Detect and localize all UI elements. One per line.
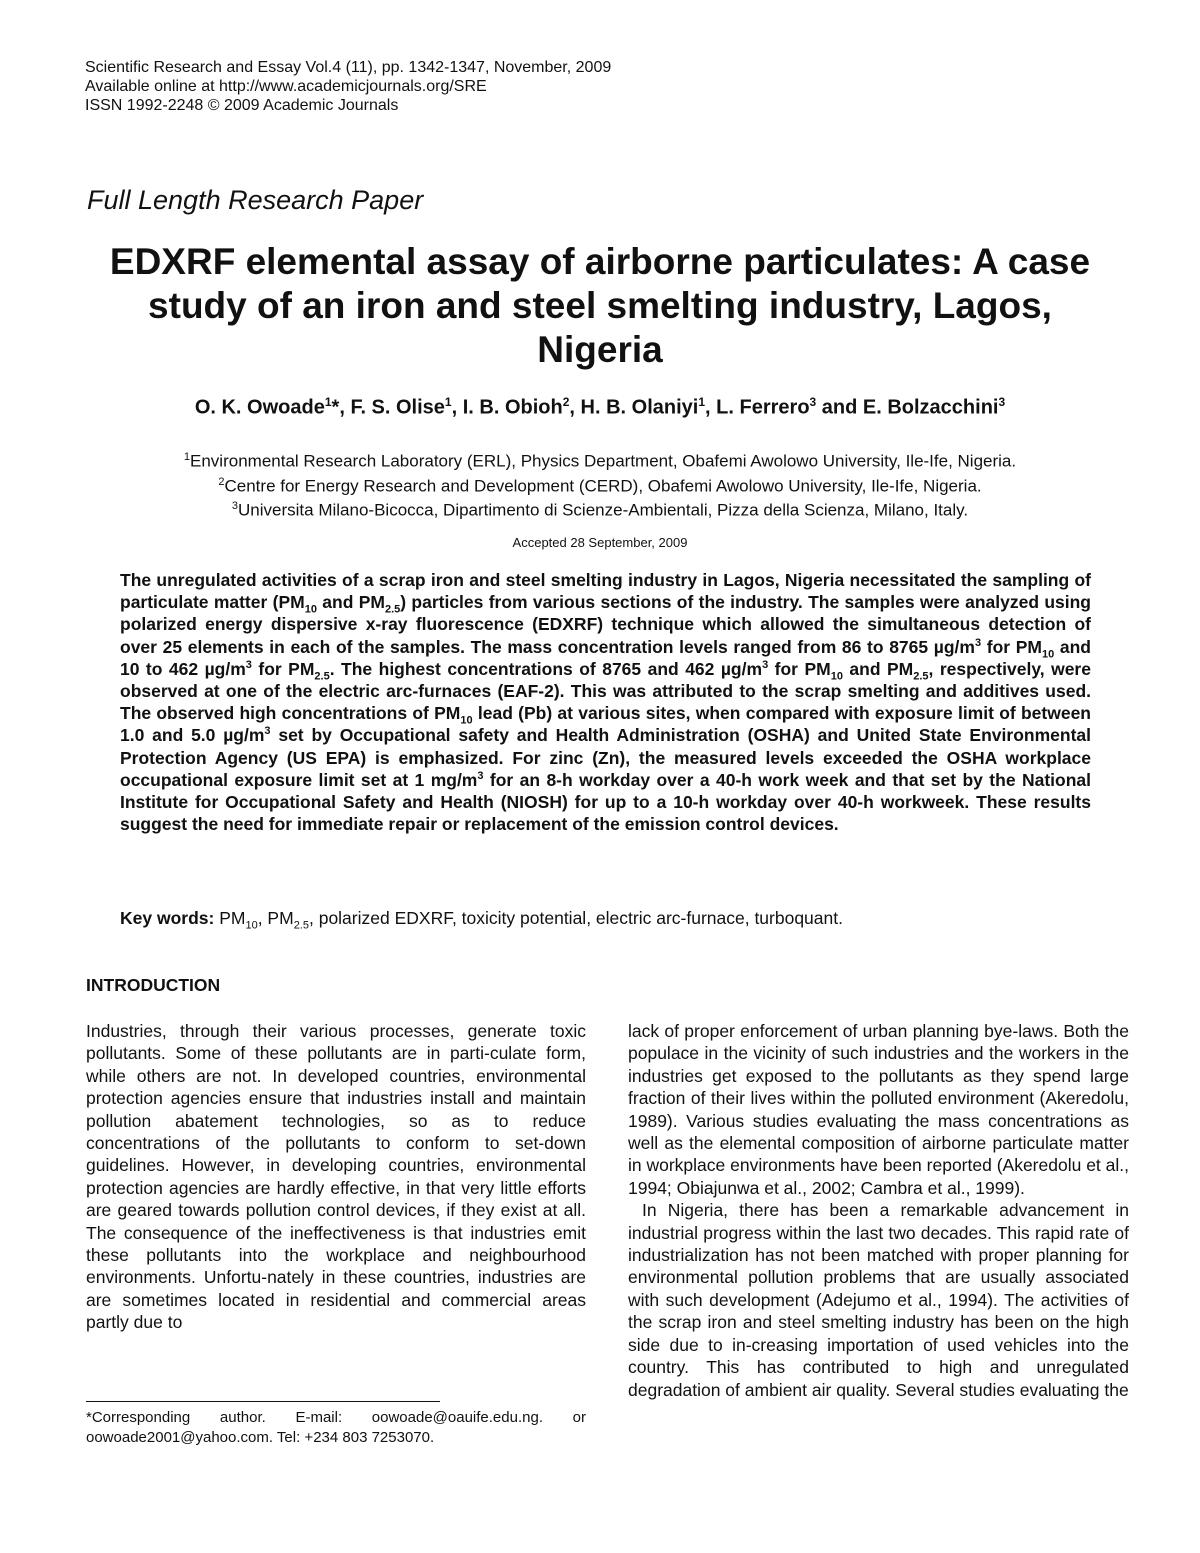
- abstract-text: for PM: [981, 636, 1042, 657]
- affiliation: [60, 447, 1140, 472]
- author-separator: ,: [569, 396, 581, 419]
- title-line: EDXRF elemental assay of airborne particulates: A case: [109, 241, 1091, 282]
- keywords: [120, 908, 1100, 932]
- footnote-divider: [86, 1401, 440, 1402]
- abstract-text: The unregulated activities of a scrap iron and steel smelting industry in Lagos, Nigeria necessitated the sampling of particulate matter (PM: [120, 570, 1091, 613]
- title-line: Nigeria: [537, 329, 663, 370]
- author-affiliation-mark: 2: [562, 395, 570, 409]
- journal-url: Available online at http://www.academicjournals.org/SRE: [85, 78, 487, 95]
- abstract: [120, 569, 1091, 835]
- abstract-text: , respectively, were observed at one of the electric arc-furnaces (EAF-2). This was attributed to the scrap smelting and additives used. The observed high concentrations of PM: [120, 658, 1091, 724]
- abstract-text: lead (Pb) at various sites, when compared with exposure limit of between 1.0 and 5.0 µg/m: [120, 703, 1091, 746]
- author-affiliation-mark: 1: [324, 395, 332, 409]
- subscript: 10: [830, 670, 843, 683]
- abstract-text: set by Occupational safety and Health Administration (OSHA) and United State Environmental Protection Agency (US EPA) is emphasized. For zinc (Zn), the measured levels exceeded the OSHA workplace occupational exposure limit set at 1 mg/m: [120, 725, 1091, 790]
- body-paragraph: lack of proper enforcement of urban planning bye-laws. Both the populace in the vicinity of such industries and the workers in the industries get exposed to the pollutants as they spend large fraction of their lives within the polluted environment (Akeredolu, 1989). Various studies evaluating the mass concentrations as well as the elemental composition of airborne particulate matter in workplace environments have been reported (Akeredolu et al., 1994; Obiajunwa et al., 2002; Cambra et al., 1999).: [628, 1021, 1129, 1198]
- author-affiliation-mark: 3: [809, 395, 817, 409]
- affiliation: [60, 496, 1140, 521]
- journal-citation: Scientific Research and Essay Vol.4 (11), pp. 1342-1347, November, 2009: [85, 59, 612, 76]
- abstract-text: and PM: [316, 592, 385, 613]
- superscript: 3: [477, 770, 484, 782]
- affiliations: [60, 447, 1140, 521]
- superscript: 3: [264, 725, 271, 738]
- abstract-text: . The highest concentrations of 8765 and 462 µg/m: [329, 658, 763, 679]
- corresponding-author-footnote: *Corresponding author. E-mail: oowoade@oauife.edu.ng. or oowoade2001@yahoo.com. Tel: +234 803 7253070.: [86, 1409, 586, 1446]
- affiliation-text: Universita Milano-Bicocca, Dipartimento di Scienze-Ambientali, Pizza della Scienza, Milano, Italy.: [238, 500, 969, 520]
- body-column-right: [628, 1020, 1129, 1401]
- affiliation-mark: 1: [183, 451, 191, 463]
- author-list: [60, 395, 1140, 420]
- affiliation-text: Environmental Research Laboratory (ERL), Physics Department, Obafemi Awolowo University, Ile-Ife, Nigeria.: [190, 451, 1017, 471]
- body-paragraph: In Nigeria, there has been a remarkable advancement in industrial progress within the last two decades. This rapid rate of industrialization has not been matched with proper planning for environmental pollution problems that are usually associated with such development (Adejumo et al., 1994). The activities of the scrap iron and steel smelting industry has been on the high side due to in-creasing importation of used vehicles into the country. This has contributed to high and unregulated degradation of ambient air quality. Several studies evaluating the: [628, 1200, 1129, 1400]
- abstract-text: for an 8-h workday over a 40-h work week and that set by the National Institute for Occupational Safety and Health (NIOSH) for up to a 10-h workday over 40-h workweek. These results suggest the need for immediate repair or replacement of the emission control devices.: [120, 769, 1091, 835]
- accepted-date: Accepted 28 September, 2009: [512, 535, 688, 550]
- journal-header: [85, 58, 611, 115]
- superscript: 3: [762, 658, 769, 671]
- author-separator: *,: [331, 396, 351, 419]
- affiliation-mark: 3: [231, 500, 239, 513]
- author-name: E. Bolzacchini: [862, 396, 999, 419]
- affiliation-mark: 2: [218, 475, 225, 488]
- abstract-text: ) particles from various sections of the industry. The samples were analyzed using polarized energy dispersive x-ray fluorescence (EDXRF) technique which allowed the simultaneous detection of over 25 elements in each of the samples. The mass concentration levels ranged from 86 to 8765 µg/m: [120, 592, 1091, 657]
- author-name: L. Ferrero: [716, 396, 810, 419]
- affiliation: [60, 472, 1140, 497]
- author-name: H. B. Olaniyi: [580, 396, 699, 419]
- subscript: 2.5: [913, 670, 929, 683]
- paper-title: [60, 240, 1140, 372]
- superscript: 3: [245, 658, 252, 671]
- subscript: 10: [304, 603, 317, 616]
- paper-type: Full Length Research Paper: [87, 185, 424, 215]
- abstract-text: for PM: [768, 658, 831, 679]
- author-name: F. S. Olise: [350, 396, 445, 419]
- subscript: 10: [460, 714, 473, 727]
- author-separator: ,: [705, 396, 717, 419]
- keywords-text: PM: [214, 908, 246, 928]
- subscript: 2.5: [293, 919, 309, 932]
- keywords-text: , PM: [257, 908, 294, 928]
- subscript: 10: [1041, 648, 1055, 661]
- author-affiliation-mark: 1: [698, 395, 706, 409]
- author-affiliation-mark: 3: [998, 395, 1006, 409]
- author-separator: ,: [451, 396, 463, 419]
- abstract-text: and 10 to 462 µg/m: [120, 636, 1091, 679]
- body-paragraph: Industries, through their various processes, generate toxic pollutants. Some of these pollutants are in parti-culate form, while others are not. In developed countries, environmental protection agencies ensure that industries install and maintain pollution abatement technologies, so as to reduce concentrations of the pollutants to conform to set-down guidelines. However, in developing countries, environmental protection agencies are hardly effective, in that very little efforts are geared towards pollution control devices, if they exist at all. The consequence of the ineffectiveness is that industries emit these pollutants into the workplace and neighbourhood environments. Unfortu-nately in these countries, industries are are sometimes located in residential and commercial areas partly due to: [86, 1021, 586, 1333]
- affiliation-text: Centre for Energy Research and Development (CERD), Obafemi Awolowo University, Ile-Ife, Nigeria.: [224, 476, 982, 496]
- keywords-text: , polarized EDXRF, toxicity potential, electric arc-furnace, turboquant.: [308, 908, 843, 928]
- author-name: I. B. Obioh: [462, 396, 563, 419]
- superscript: 3: [974, 636, 982, 649]
- keywords-label: Key words:: [120, 908, 215, 928]
- body-column-left: [86, 1020, 586, 1334]
- author-name: O. K. Owoade: [194, 396, 325, 419]
- author-affiliation-mark: 1: [444, 395, 452, 409]
- subscript: 2.5: [314, 670, 330, 683]
- abstract-text: for PM: [251, 658, 315, 679]
- subscript: 10: [245, 919, 258, 932]
- subscript: 2.5: [384, 603, 401, 616]
- author-separator: and: [816, 396, 863, 419]
- journal-issn: ISSN 1992-2248 © 2009 Academic Journals: [85, 97, 399, 114]
- section-heading: INTRODUCTION: [86, 975, 221, 995]
- title-line: study of an iron and steel smelting industry, Lagos,: [148, 285, 1052, 326]
- abstract-text: and PM: [842, 658, 914, 679]
